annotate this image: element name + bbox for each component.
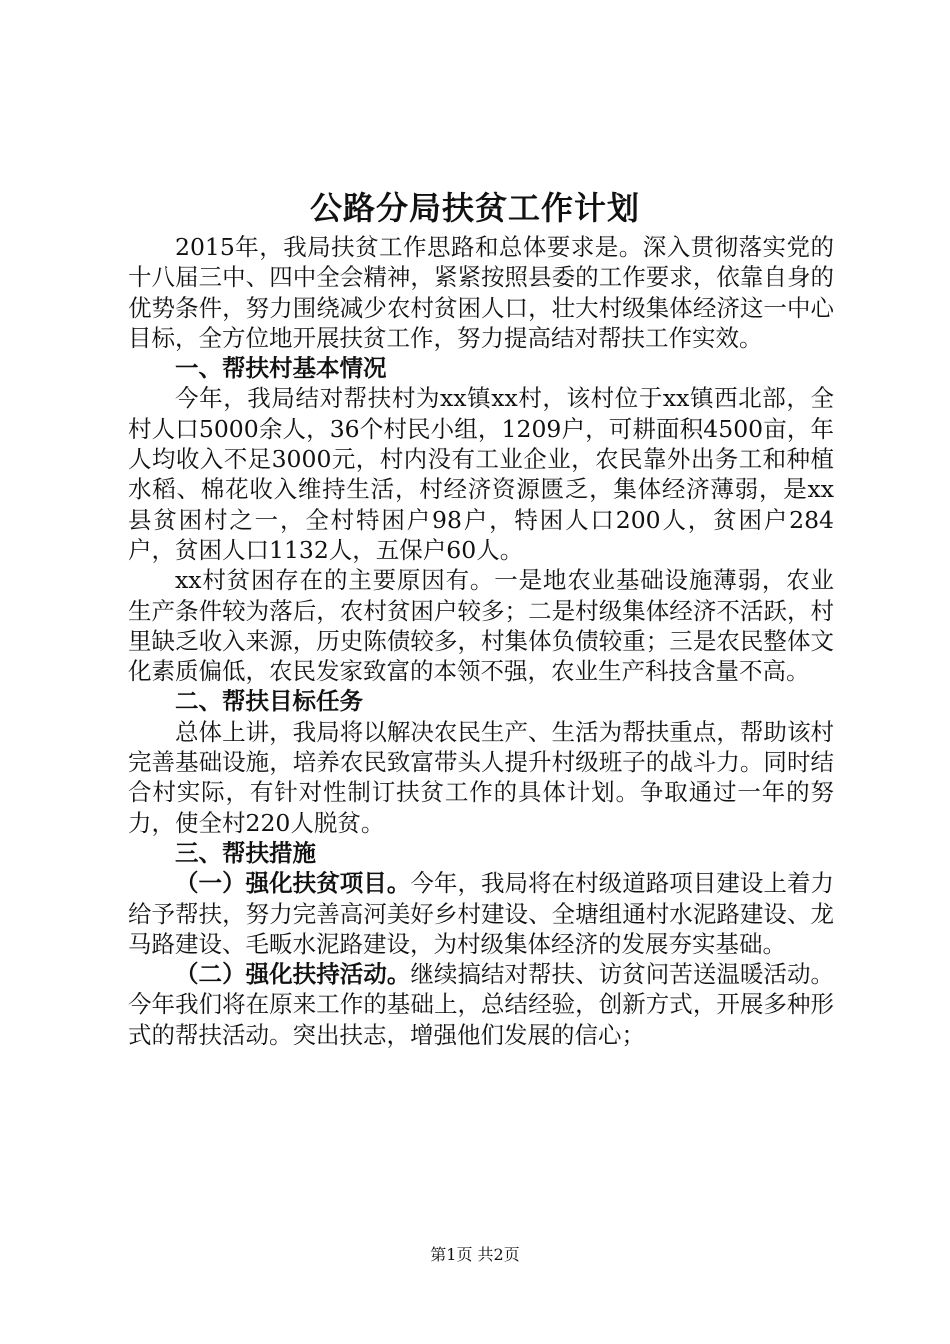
paragraph-measure-2 <box>128 959 834 1050</box>
paragraph-intro: 2015年，我局扶贫工作思路和总体要求是。深入贯彻落实党的十八届三中、四中全会精神，紧紧按照县委的工作要求，依靠自身的优势条件，努力围绕减少农村贫困人口，壮大村级集体经济这一中心目标，全方位地开展扶贫工作，努力提高结对帮扶工作实效。 <box>128 233 834 352</box>
section-heading-2: 二、帮扶目标任务 <box>175 687 363 716</box>
page-footer: 第1页 共2页 <box>430 1245 520 1264</box>
measure-1-lead: （一）强化扶贫项目。 <box>175 869 411 898</box>
measure-2-lead: （二）强化扶持活动。 <box>175 960 411 989</box>
measure-2-text: 继续搞结对帮扶、访贫问苦送温暖活动。今年我们将在原来工作的基础上，总结经验，创新方式，开展多种形式的帮扶活动。突出扶志，增强他们发展的信心； <box>128 960 835 1049</box>
section-heading-1: 一、帮扶村基本情况 <box>175 354 387 383</box>
paragraph-goals: 总体上讲，我局将以解决农民生产、生活为帮扶重点，帮助该村完善基础设施，培养农民致富带头人提升村级班子的战斗力。同时结合村实际，有针对性制订扶贫工作的具体计划。争取通过一年的努力，使全村220人脱贫。 <box>128 717 834 837</box>
document-body <box>128 232 834 1050</box>
paragraph-poverty-causes: xx村贫困存在的主要原因有。一是地农业基础设施薄弱，农业生产条件较为落后，农村贫困户较多；二是村级集体经济不活跃，村里缺乏收入来源，历史陈债较多，村集体负债较重；三是农民整体文化素质偏低，农民发家致富的本领不强，农业生产科技含量不高。 <box>128 566 834 686</box>
measure-1-text: 今年，我局将在村级道路项目建设上着力给予帮扶，努力完善高河美好乡村建设、全塘组通村水泥路建设、龙马路建设、毛畈水泥路建设，为村级集体经济的发展夯实基础。 <box>128 869 835 958</box>
section-heading-3: 三、帮扶措施 <box>175 838 316 867</box>
paragraph-village-info: 今年，我局结对帮扶村为xx镇xx村，该村位于xx镇西北部，全村人口5000余人，36个村民小组，1209户，可耕面积4500亩，年人均收入不足3000元，村内没有工业企业，农民靠外出务工和种植水稻、棉花收入维持生活，村经济资源匮乏，集体经济薄弱，是xx县贫困村之一，全村特困户98户，特困人口200人，贫困户284户，贫困人口1132人，五保户60人。 <box>128 384 834 564</box>
paragraph-measure-1 <box>128 868 834 959</box>
document-title: 公路分局扶贫工作计划 <box>309 189 640 227</box>
